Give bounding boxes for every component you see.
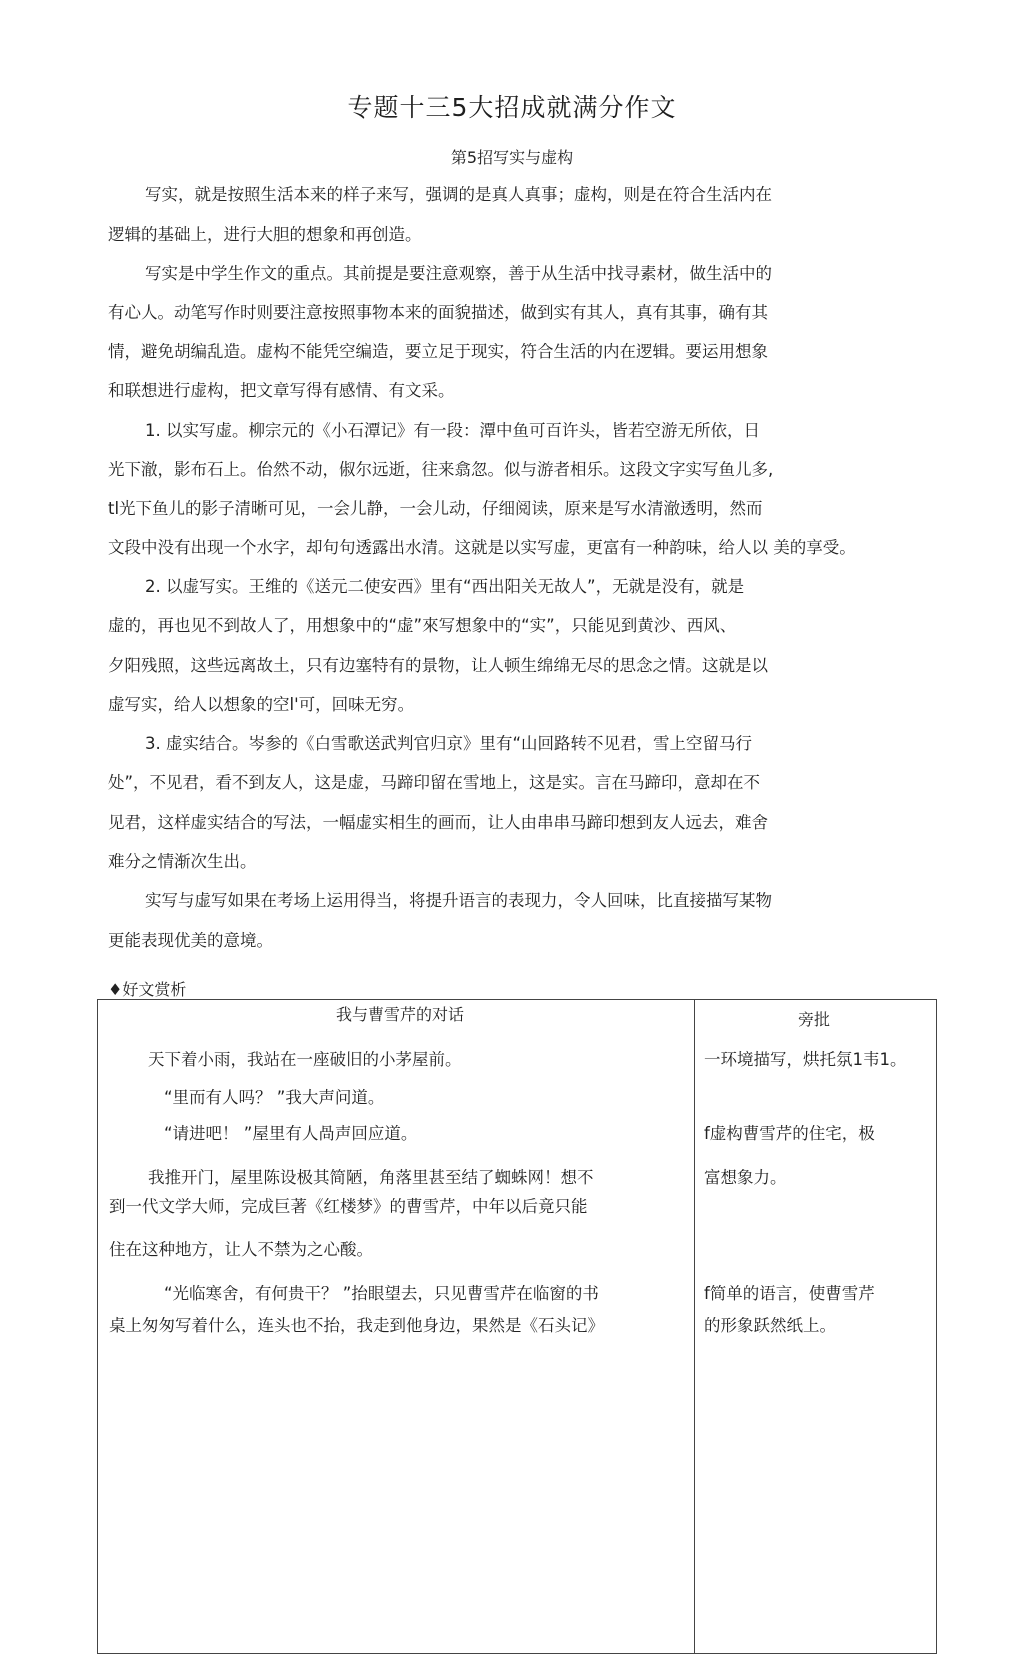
essay-line: “光临寒舍，有何贵干？ ”抬眼望去，只见曹雪芹在临窗的书	[164, 1284, 599, 1303]
good-article-label: ♦好文赏析	[108, 980, 187, 999]
paragraph-line: 虚写实，给人以想象的空l'可，回味无穷。	[108, 695, 415, 714]
essay-line: 到一代文学大师，完成巨著《红楼梦》的曹雪芹，中年以后竟只能	[109, 1197, 588, 1216]
paragraph-line: 实写与虚写如果在考场上运用得当，将提升语言的表现力，令人回味，比直接描写某物	[145, 891, 772, 910]
table-header-essay: 我与曹雪芹的对话	[336, 1005, 465, 1024]
paragraph-line: 难分之情渐次生出。	[108, 852, 257, 871]
essay-line: 天下着小雨，我站在一座破旧的小茅屋前。	[148, 1050, 462, 1069]
paragraph-line: 夕阳残照，这些远离故土，只有边塞特有的景物，让人顿生绵绵无尽的思念之情。这就是以	[108, 656, 768, 675]
commentary-line: 一环境描写，烘托氛1韦1。	[704, 1050, 907, 1069]
paragraph-line: 光下澈，影布石上。佁然不动，俶尔远逝，往来翕忽。似与游者相乐。这段文字实写鱼儿多,	[108, 460, 774, 479]
paragraph-line: 有心人。动笔写作时则要注意按照事物本来的面貌描述，做到实有其人，真有其事，确有其	[108, 303, 768, 322]
paragraph-line: 处”，不见君，看不到友人，这是虚，马蹄印留在雪地上，这是实。言在马蹄印，意却在不	[108, 773, 761, 792]
commentary-line: f虚构曹雪芹的住宅，极	[704, 1124, 875, 1143]
paragraph-line: 更能表现优美的意境。	[108, 931, 273, 950]
essay-line: 桌上匆匆写着什么，连头也不抬，我走到他身边，果然是《石头记》	[109, 1316, 604, 1335]
paragraph-line: 情，避免胡编乱造。虚构不能凭空编造，要立足于现实，符合生活的内在逻辑。要运用想象	[108, 342, 768, 361]
page-subtitle: 第5招写实与虚构	[450, 148, 574, 167]
paragraph-line: 和联想进行虚构，把文章写得有感情、有文采。	[108, 381, 455, 400]
essay-line: 我推开门，屋里陈设极其简陋，角落里甚至结了蜘蛛网！想不	[148, 1168, 594, 1187]
paragraph-line: 2. 以虚写实。王维的《送元二使安西》里有“西出阳关无故人”，无就是没有，就是	[145, 577, 745, 596]
paragraph-line: 见君，这样虚实结合的写法，一幅虚实相生的画而，让人由串串马蹄印想到友人远去，难舍	[108, 813, 768, 832]
paragraph-line: 逻辑的基础上，进行大胆的想象和再创造。	[108, 225, 422, 244]
table-header-commentary: 旁批	[798, 1010, 831, 1029]
commentary-line: 富想象力。	[704, 1168, 787, 1187]
essay-line: “里而有人吗？ ”我大声问道。	[164, 1088, 385, 1107]
commentary-line: 的形象跃然纸上。	[704, 1316, 836, 1335]
page-title: 专题十三5大招成就满分作文	[347, 93, 677, 122]
paragraph-line: 1. 以实写虚。柳宗元的《小石潭记》有一段：潭中鱼可百许头，皆若空游无所依，日	[145, 421, 760, 440]
paragraph-line: 虚的，再也见不到故人了，用想象中的“虚”來写想象中的“实”，只能见到黄沙、西风、	[108, 616, 737, 635]
paragraph-line: 写实，就是按照生活本来的样子来写，强调的是真人真事；虚构，则是在符合生活内在	[145, 185, 772, 204]
paragraph-line: tl光下鱼儿的影子清晰可见，一会儿静，一会儿动，仔细阅读，原来是写水清澈透明，然而	[108, 499, 763, 518]
paragraph-line: 3. 虚实结合。岑参的《白雪歌送武判官归京》里有“山回路转不见君，雪上空留马行	[145, 734, 753, 753]
commentary-line: f简单的语言，使曹雪芹	[704, 1284, 875, 1303]
commentary-table	[97, 999, 937, 1654]
table-column-divider	[694, 1000, 695, 1653]
paragraph-line: 写实是中学生作文的重点。其前提是要注意观察，善于从生活中找寻素材，做生活中的	[145, 264, 772, 283]
essay-line: “请进吧！ ”屋里有人咼声回应道。	[164, 1124, 418, 1143]
essay-line: 住在这种地方，让人不禁为之心酸。	[109, 1240, 373, 1259]
paragraph-line: 文段中没有出现一个水字，却句句透露出水清。这就是以实写虚，更富有一种韵味，给人以 美的享受。	[108, 538, 856, 557]
